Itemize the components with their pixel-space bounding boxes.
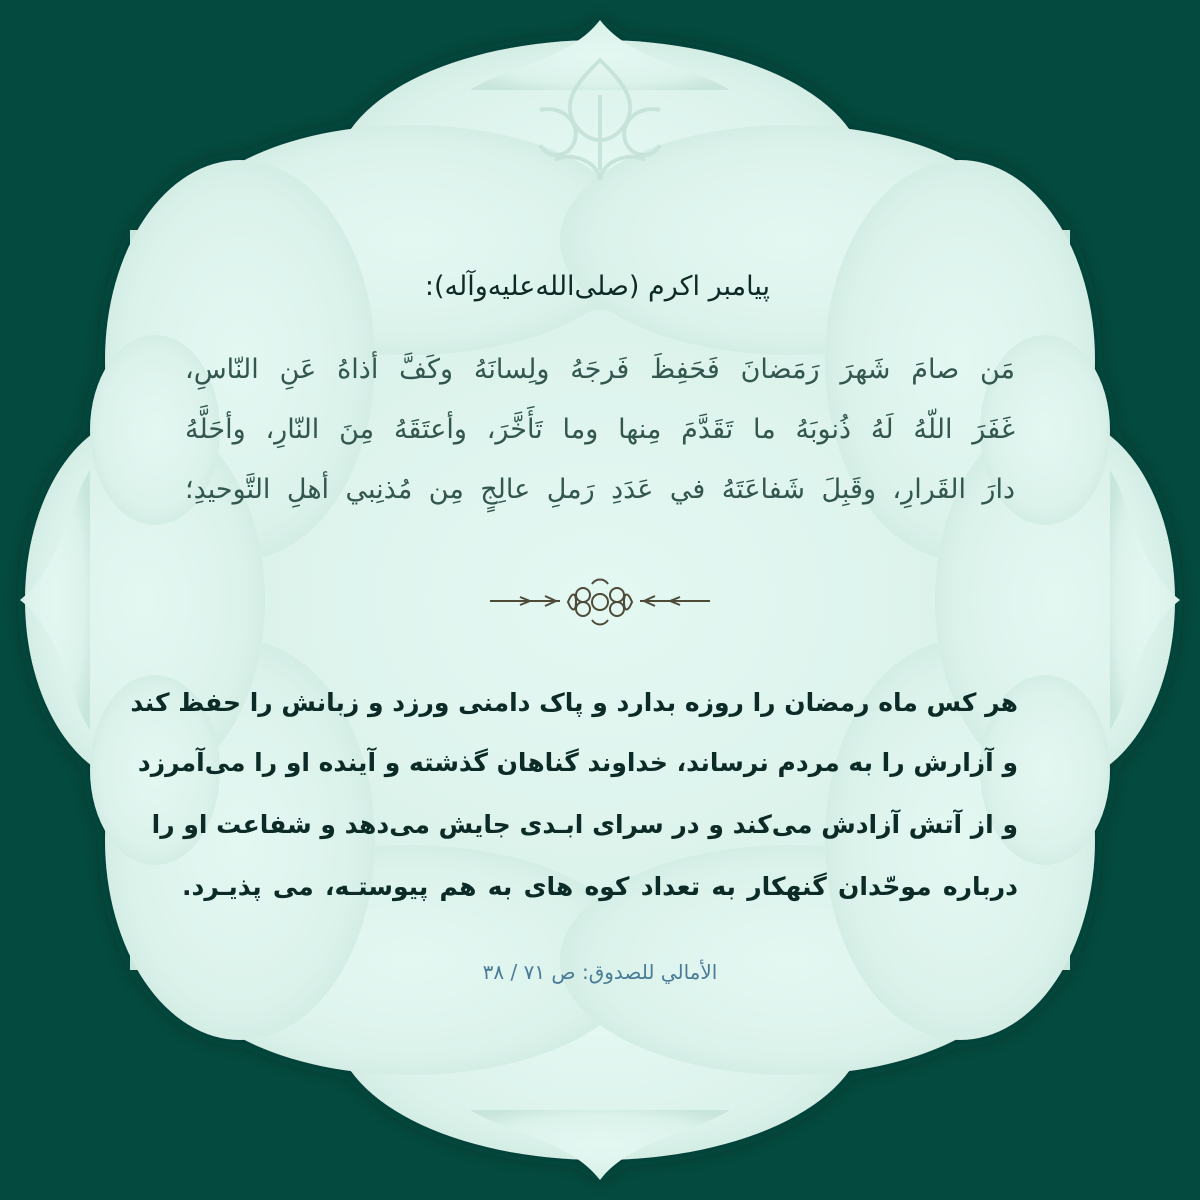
persian-translation-line: و از آتش آزادش می‌کند و در سرای ابـدی جایش می‌دهد و شفاعت او را — [151, 810, 1018, 839]
hadith-arabic-line: مَن صامَ شَهرَ رَمَضانَ فَحَفِظَ فَرجَهُ ولِسانَهُ وكَفَّ أذاهُ عَنِ النّاسِ، — [185, 354, 1015, 385]
hadith-arabic-line: دارَ القَرارِ، وقَبِلَ شَفاعَتَهُ في عَدَدِ رَملِ عالِجٍ مِن مُذنِبي أهلِ التَّوحيدِ؛ — [185, 474, 1015, 505]
speaker-title: پیامبر اکرم (صلی‌الله‌علیه‌وآله): — [424, 271, 770, 302]
source-citation: الأمالي للصدوق: ص ۷۱ / ۳۸ — [482, 960, 718, 984]
persian-translation-line: و آزارش را به مردم نرساند، خداوند گناهان گذشته و آینده او را می‌آمرزد — [137, 748, 1018, 777]
persian-translation-line: هر کس ماه رمضان را روزه بدارد و پاک دامنی ورزد و زبانش را حفظ کند — [130, 688, 1018, 717]
hadith-arabic-line: غَفَرَ اللّهُ لَهُ ذُنوبَهُ ما تَقَدَّمَ مِنها وما تَأَخَّرَ، وأعتَقَهُ مِنَ النّارِ، وأحَلَّهُ — [185, 414, 1015, 445]
persian-translation-line: درباره موحّدان گنهکار به تعداد کوه های به هم پیوستـه، می پذیـرد. — [182, 872, 1018, 901]
cloud-frame-shape — [20, 20, 1180, 1180]
